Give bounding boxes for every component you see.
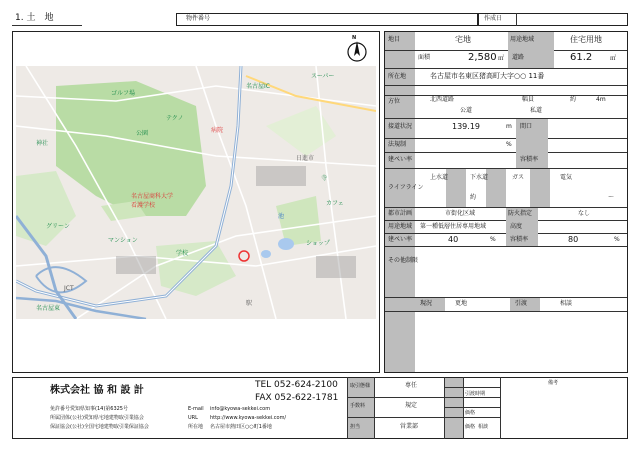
road-value: 61.2 (570, 52, 593, 63)
footer-staff-label: 担当 (350, 424, 361, 430)
lifeline-sewer: 下水道 (470, 174, 489, 181)
address-label: 所在地 (388, 73, 407, 80)
property-detail-panel (384, 31, 628, 373)
assoc-label: 所属団体 (50, 415, 71, 421)
map-label-station: 駅 (246, 300, 253, 307)
area-label: 面積 (418, 54, 431, 61)
coverage-label: 建ぺい率 (388, 236, 413, 243)
map-image (16, 66, 376, 319)
footer-g2-d: 相談 (478, 424, 489, 430)
frontage-value: 139.19 (452, 122, 480, 131)
handover-value: 相談 (560, 300, 573, 307)
footer-staff-value: 営業部 (400, 423, 419, 430)
zoning-label: 用途地域 (510, 36, 535, 43)
map-label-park-l: グリーン (46, 223, 70, 230)
lifeline-approx: 約 (470, 194, 477, 201)
percent-unit-1: % (506, 141, 512, 148)
fire-value: なし (578, 210, 591, 217)
license-label: 免許番号 (50, 406, 71, 412)
company-fax: FAX 052-622-1781 (255, 393, 339, 403)
far-unit: % (614, 236, 620, 243)
frontage-unit: m (506, 123, 512, 130)
height-label: 高度 (510, 223, 523, 230)
footer-deal-label: 取引態様 (350, 383, 371, 389)
city-plan-value: 市街化区域 (445, 210, 476, 217)
use-zone-label: 用途地域 (388, 223, 413, 230)
map-label-shrine: 神社 (36, 140, 49, 147)
zoning-value: 住宅用地 (570, 35, 602, 44)
frontage-label: 接道状況 (388, 123, 413, 130)
direction-label: 方位 (388, 98, 401, 105)
lifeline-electric: 電気 (560, 174, 573, 181)
property-number-box (176, 13, 478, 26)
law-label: 法規制 (388, 141, 407, 148)
use-zone-value: 第一種低層住居専用地域 (420, 223, 487, 230)
guarantee-label: 保証協会 (50, 424, 71, 430)
email-value: info@kyowa-sekkei.com (210, 406, 271, 412)
lifeline-water: 上水道 (430, 174, 449, 181)
address-value: 名古屋市名東区猪高町大字○○ 11番 (430, 72, 545, 80)
assoc-value: (公社)愛知県宅地建物取引業協会 (70, 415, 144, 421)
company-tel: TEL 052-624-2100 (255, 380, 338, 390)
north-arrow (346, 35, 368, 64)
map-label-pond: 池 (278, 213, 285, 220)
coverage-value: 40 (448, 235, 459, 244)
handover-label: 引渡 (515, 300, 528, 307)
property-number-label: 物件番号 (186, 15, 211, 22)
far-label: 容積率 (510, 236, 529, 243)
land-type-value: 宅地 (455, 35, 471, 44)
road-private: 私道 (530, 107, 543, 114)
land-type-label: 地目 (388, 36, 401, 43)
coverage-label-1: 建ぺい率 (388, 156, 413, 163)
map-label-store-top: スーパー (311, 73, 335, 80)
area-unit: ㎡ (498, 55, 505, 62)
map-label-hospital: 病院 (211, 127, 224, 134)
status-value: 更地 (455, 300, 468, 307)
road-label: 道路 (512, 54, 525, 61)
page-title: 1. 土 地 (15, 13, 54, 23)
direction-c: 約 (570, 96, 577, 103)
direction-a: 北西道路 (430, 96, 455, 103)
ratio-label-1: 容積率 (520, 156, 539, 163)
map-label-tech: テクノ (166, 115, 184, 122)
map-label-nissin: 日進市 (296, 155, 315, 162)
company-name: 株式会社 協 和 設 計 (50, 385, 144, 396)
city-plan-label: 都市計画 (388, 210, 413, 217)
map-label-yagoto: マンション (108, 237, 138, 244)
road-unit: ㎡ (610, 55, 617, 62)
map-label-shop: ショップ (306, 240, 330, 247)
guarantee-value: (公社)全国宅地建物取引業保証協会 (70, 424, 149, 430)
lifeline-range: ～ (608, 194, 615, 201)
map-label-park-mid: 公園 (136, 130, 149, 137)
email-label: E-mail (188, 406, 204, 412)
date-label: 作成日 (484, 15, 503, 22)
restrictions-label: その他制限 (388, 257, 419, 264)
map-label-jct: JCT (64, 285, 74, 292)
area-value: 2,580 (468, 52, 497, 63)
url-value: http://www.kyowa-sekkei.com/ (210, 415, 287, 421)
lifeline-label: ライフライン (388, 184, 424, 191)
map-label-temple: 寺 (321, 175, 328, 182)
map-label-kabuki: カフェ (326, 200, 344, 207)
footer-g2-a: 引渡時期 (465, 391, 486, 397)
frontage-width-label: 間口 (520, 123, 533, 130)
map-label-school: 学校 (176, 250, 189, 257)
map-label-univ: 名古屋商科大学 (131, 193, 174, 200)
map-label-loop: 名古屋東 (36, 305, 61, 312)
lifeline-gas: ガス (512, 174, 525, 181)
map-label-park-top: ゴルフ場 (111, 90, 136, 97)
coverage-unit: % (490, 236, 496, 243)
footer-g2-c: 価格 (465, 424, 476, 430)
status-label: 現況 (420, 300, 433, 307)
north-label: N (352, 35, 357, 41)
footer-g2-b: 価格 (465, 410, 476, 416)
footer-fee-label: 手数料 (350, 403, 366, 409)
footer-deal-value: 専任 (405, 382, 418, 389)
map-label-interchange: 名古屋IC (246, 83, 270, 90)
url-label: URL (188, 415, 198, 421)
footer-note-label: 備考 (548, 380, 559, 386)
footer-fee-value: 規定 (405, 402, 418, 409)
fire-label: 防火指定 (508, 210, 533, 217)
direction-d: 4m (596, 96, 606, 103)
far-value: 80 (568, 235, 579, 244)
addr-label: 所在地 (188, 424, 204, 430)
map-label-univ2: 看護学校 (131, 202, 156, 209)
road-public: 公道 (460, 107, 473, 114)
direction-b: 幅員 (522, 96, 535, 103)
license-value: 愛知県知事(14)第6325号 (70, 406, 128, 412)
addr-value: 名古屋市熱田区○○町1番地 (210, 424, 272, 430)
